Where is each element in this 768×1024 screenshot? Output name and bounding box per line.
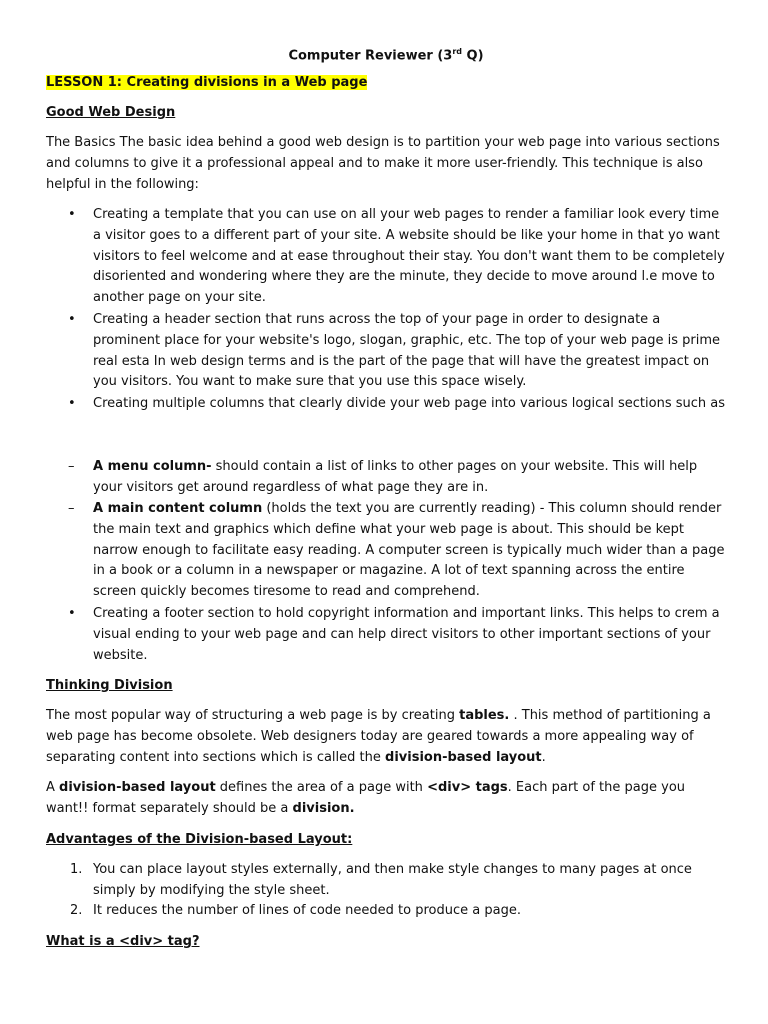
lesson-heading-highlight: LESSON 1: Creating divisions in a Web page xyxy=(46,75,368,90)
div-tag-heading: What is a <div> tag? xyxy=(46,934,200,949)
bullet-item-header: Creating a header section that runs across the top of your page in order to designate a prominent place for your website's logo, slogan, graphic, etc. The top of your web page is prime real esta In web design terms and is the part of the page that will have the greatest impact on you visitors. You want to make sure that you use this space wisely. xyxy=(93,312,721,390)
dash-icon: – xyxy=(68,459,75,474)
dash-item-main-content: A main content column (holds the text you are currently reading) - This column should render the main text and graphics which define what your web page is about. This should be kept narrow enough to facilitate easy reading. A computer screen is typically much wider than a page in a book or a column in a newspaper or magazine. A lot of text spanning across the entire screen quickly becomes tiresome to read and comprehend. xyxy=(93,501,725,600)
good-design-heading: Good Web Design xyxy=(46,105,176,120)
bullet-icon: • xyxy=(68,312,76,327)
thinking-paragraph: The most popular way of structuring a web page is by creating tables. . This method of partitioning a web page has become obsolete. Web designers today are geared towards a more appealing way of separating content into sections which is called the division-based layout. xyxy=(46,708,711,765)
document-title: Computer Reviewer (3rd Q) xyxy=(288,47,484,64)
bullet-icon: • xyxy=(68,207,76,222)
bullet-icon: • xyxy=(68,396,76,411)
list-number: 2. xyxy=(70,903,83,918)
basics-paragraph: The Basics The basic idea behind a good web design is to partition your web page into various sections and columns to give it a professional appeal and to make it more user-friendly. This technique is also helpful in the following: xyxy=(46,135,720,192)
advantages-heading: Advantages of the Division-based Layout: xyxy=(46,832,353,847)
thinking-heading: Thinking Division xyxy=(46,678,173,693)
dash-icon: – xyxy=(68,501,75,516)
lesson-heading xyxy=(46,73,726,94)
bullet-item-columns: Creating multiple columns that clearly divide your web page into various logical sections such as xyxy=(93,396,726,411)
bullet-item-template: Creating a template that you can use on all your web pages to render a familiar look every time a visitor goes to a different part of your site. A website should be like your home in that yo want visitors to feel welcome and at ease throughout their stay. You don't want them to be completely disoriented and wondering where they are the minute, they decide to move around l.e move to another page on your site. xyxy=(93,207,725,306)
list-number: 1. xyxy=(70,862,83,877)
bullet-item-footer: Creating a footer section to hold copyright information and important links. This helps to crem a visual ending to your web page and can help direct visitors to other important sections of your website. xyxy=(93,606,720,663)
dash-item-menu-column: A menu column- should contain a list of links to other pages on your website. This will help your visitors get around regardless of what page they are in. xyxy=(93,459,698,495)
advantage-item: You can place layout styles externally, and then make style changes to many pages at once simply by modifying the style sheet. xyxy=(93,862,692,898)
bullet-icon: • xyxy=(68,606,76,621)
division-paragraph: A division-based layout defines the area of a page with <div> tags. Each part of the page you want!! format separately should be a division. xyxy=(46,780,686,816)
advantage-item: It reduces the number of lines of code needed to produce a page. xyxy=(93,903,521,918)
